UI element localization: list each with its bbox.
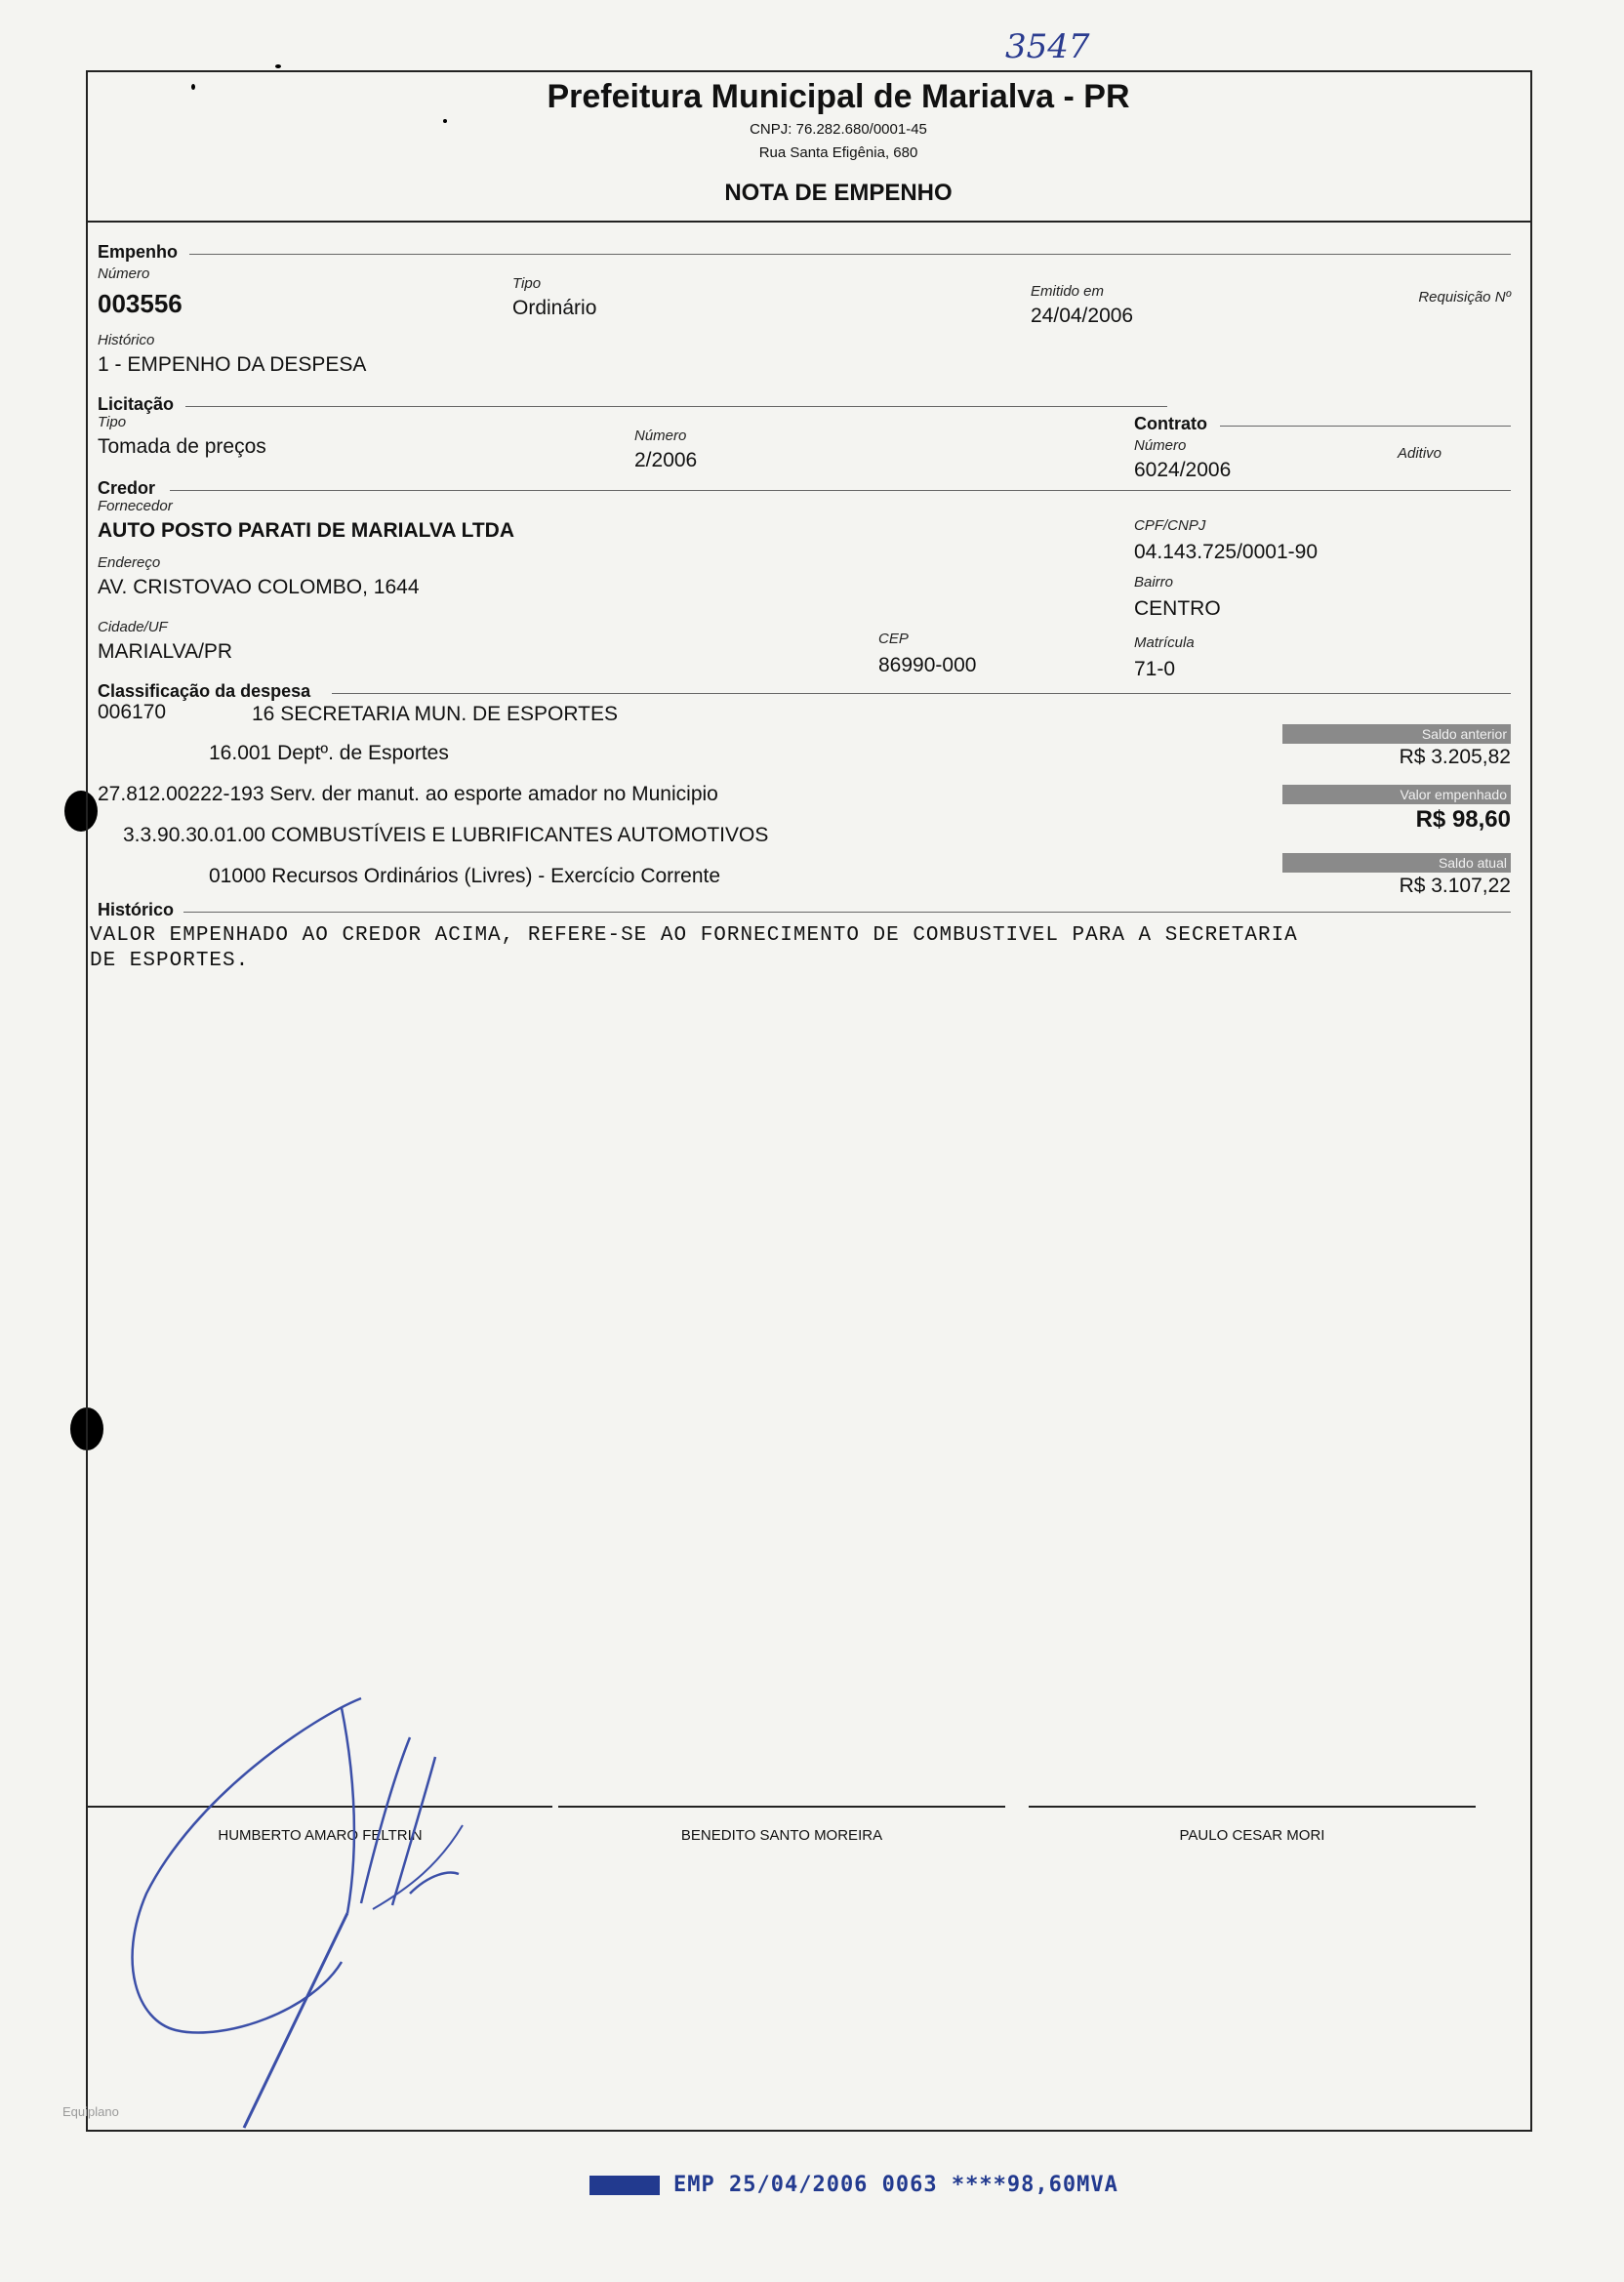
- section-licitacao: Licitação: [98, 394, 175, 414]
- section-line: [183, 912, 1511, 913]
- section-line: [170, 490, 1511, 491]
- section-contrato: Contrato: [1134, 414, 1207, 433]
- fornecedor-name: AUTO POSTO PARATI DE MARIALVA LTDA: [98, 519, 514, 542]
- stamp-text: EMP 25/04/2006 0063 ****98,60MVA: [673, 2173, 1118, 2197]
- endereco-value: AV. CRISTOVAO COLOMBO, 1644: [98, 576, 420, 598]
- section-line: [185, 406, 1167, 407]
- classificacao-line3: 27.812.00222-193 Serv. der manut. ao esporte amador no Municipio: [98, 783, 718, 805]
- section-empenho: Empenho: [98, 242, 179, 262]
- document-title: NOTA DE EMPENHO: [724, 180, 953, 206]
- valor-empenhado-label: Valor empenhado: [1282, 785, 1511, 804]
- cidade-value: MARIALVA/PR: [98, 640, 233, 663]
- classificacao-line2: 16.001 Deptº. de Esportes: [209, 742, 449, 764]
- cep-label: CEP: [878, 631, 909, 647]
- classificacao-code: 006170: [98, 701, 167, 723]
- historico-line2: DE ESPORTES.: [90, 950, 250, 972]
- stamp-logo-mark: [589, 2176, 660, 2195]
- contrato-numero-label: Número: [1134, 437, 1187, 454]
- classificacao-line5: 01000 Recursos Ordinários (Livres) - Exercício Corrente: [209, 865, 721, 887]
- section-line: [189, 254, 1511, 255]
- requisicao-label: Requisição Nº: [1418, 289, 1511, 306]
- saldo-anterior-value: R$ 3.205,82: [1399, 746, 1511, 768]
- classificacao-line4: 3.3.90.30.01.00 COMBUSTÍVEIS E LUBRIFICANTES AUTOMOTIVOS: [123, 824, 769, 846]
- section-line: [332, 693, 1511, 694]
- bairro-value: CENTRO: [1134, 597, 1221, 620]
- cep-value: 86990-000: [878, 654, 977, 676]
- handwritten-signature: [117, 1679, 468, 2138]
- authentication-stamp: [589, 2173, 1118, 2197]
- empenho-historico-label: Histórico: [98, 332, 155, 348]
- handwritten-number: 3547: [1005, 27, 1090, 66]
- emitido-date: 24/04/2006: [1031, 305, 1134, 327]
- licitacao-tipo: Tomada de preços: [98, 435, 266, 458]
- header-divider: [88, 221, 1530, 223]
- cpf-label: CPF/CNPJ: [1134, 517, 1206, 534]
- section-classificacao: Classificação da despesa: [98, 681, 311, 701]
- signature-name-1: HUMBERTO AMARO FELTRIN: [218, 1827, 423, 1844]
- licitacao-numero: 2/2006: [634, 449, 698, 471]
- signature-name-2: BENEDITO SANTO MOREIRA: [680, 1827, 883, 1844]
- licitacao-numero-label: Número: [634, 428, 687, 444]
- fornecedor-label: Fornecedor: [98, 498, 173, 514]
- address-text: Rua Santa Efigênia, 680: [758, 144, 918, 161]
- historico-line1: VALOR EMPENHADO AO CREDOR ACIMA, REFERE-SE AO FORNECIMENTO DE COMBUSTIVEL PARA A SECRETARIA: [90, 924, 1298, 947]
- aditivo-label: Aditivo: [1398, 445, 1442, 462]
- bairro-label: Bairro: [1134, 574, 1174, 591]
- signature-line: [558, 1806, 1005, 1808]
- matricula-value: 71-0: [1134, 658, 1176, 680]
- saldo-atual-value: R$ 3.107,22: [1399, 875, 1511, 897]
- empenho-tipo-label: Tipo: [512, 275, 542, 292]
- section-credor: Credor: [98, 478, 156, 498]
- section-line: [1220, 426, 1511, 427]
- cpf-value: 04.143.725/0001-90: [1134, 541, 1319, 563]
- page-title: Prefeitura Municipal de Marialva - PR: [547, 78, 1130, 115]
- saldo-atual-label: Saldo atual: [1282, 853, 1511, 873]
- cnpj-text: CNPJ: 76.282.680/0001-45: [750, 121, 927, 138]
- contrato-numero: 6024/2006: [1134, 459, 1232, 481]
- valor-empenhado-value: R$ 98,60: [1415, 806, 1511, 833]
- classificacao-line1: 16 SECRETARIA MUN. DE ESPORTES: [252, 703, 618, 725]
- matricula-label: Matrícula: [1134, 634, 1195, 651]
- empenho-tipo: Ordinário: [512, 297, 597, 319]
- speck-mark: [275, 64, 281, 68]
- signature-name-3: PAULO CESAR MORI: [1179, 1827, 1325, 1844]
- licitacao-tipo-label: Tipo: [98, 414, 127, 430]
- empenho-historico: 1 - EMPENHO DA DESPESA: [98, 353, 367, 376]
- section-historico: Histórico: [98, 900, 175, 919]
- signature-line: [1029, 1806, 1476, 1808]
- saldo-anterior-label: Saldo anterior: [1282, 724, 1511, 744]
- emitido-label: Emitido em: [1031, 283, 1105, 300]
- cidade-label: Cidade/UF: [98, 619, 168, 635]
- footer-small-text: Equiplano: [62, 2104, 119, 2119]
- endereco-label: Endereço: [98, 554, 161, 571]
- empenho-numero-label: Número: [98, 265, 150, 282]
- empenho-numero: 003556: [98, 289, 183, 318]
